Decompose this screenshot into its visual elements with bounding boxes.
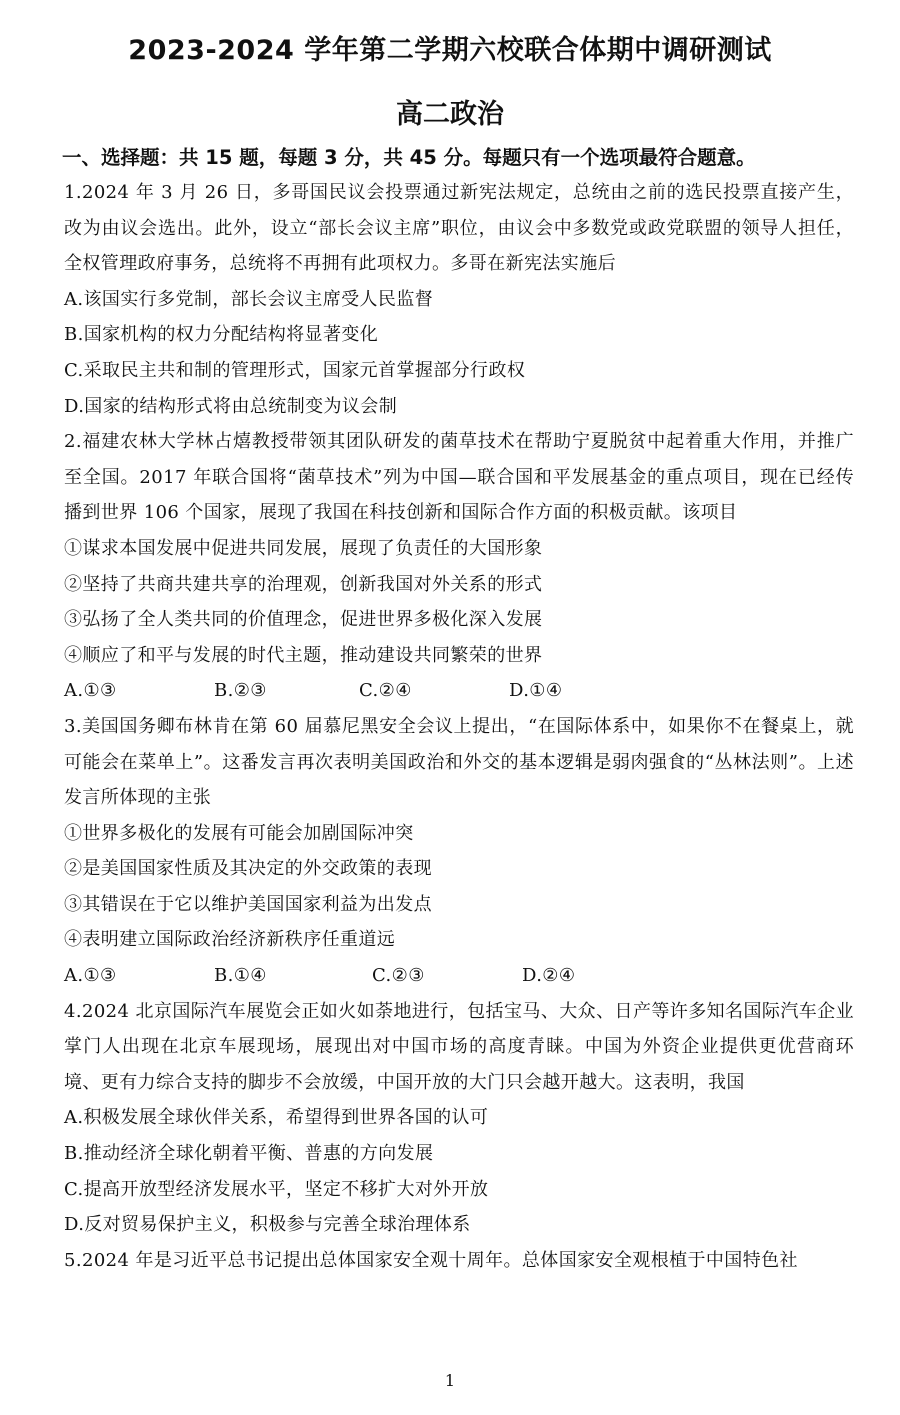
question-1 xyxy=(64,175,854,424)
section-heading: 一、选择题：共 15 题，每题 3 分，共 45 分。每题只有一个选项最符合题意。 xyxy=(62,146,756,169)
choice-d: D.②④ xyxy=(522,965,576,987)
option-c: C.提高开放型经济发展水平，坚定不移扩大对外开放 xyxy=(64,1178,489,1200)
choice-row xyxy=(64,673,854,709)
statement-1: ①谋求本国发展中促进共同发展，展现了负责任的大国形象 xyxy=(64,537,543,559)
question-4 xyxy=(64,994,854,1243)
option-b: B.国家机构的权力分配结构将显著变化 xyxy=(64,324,379,346)
page-number: 1 xyxy=(444,1371,456,1390)
choice-a: A.①③ xyxy=(64,965,117,987)
statement-1: ①世界多极化的发展有可能会加剧国际冲突 xyxy=(64,822,414,844)
option-d: D.反对贸易保护主义，积极参与完善全球治理体系 xyxy=(64,1214,471,1236)
statement-3: ③弘扬了全人类共同的价值理念，促进世界多极化深入发展 xyxy=(64,609,543,631)
statement-4: ④顺应了和平与发展的时代主题，推动建设共同繁荣的世界 xyxy=(64,644,543,666)
choice-c: C.②③ xyxy=(372,965,425,987)
subject-title: 高二政治 xyxy=(396,99,504,130)
statement-3: ③其错误在于它以维护美国国家利益为出发点 xyxy=(64,893,432,915)
statement-2: ②是美国国家性质及其决定的外交政策的表现 xyxy=(64,858,432,880)
option-c: C.采取民主共和制的管理形式，国家元首掌握部分行政权 xyxy=(64,359,526,381)
choice-row xyxy=(64,958,854,994)
option-d: D.国家的结构形式将由总统制变为议会制 xyxy=(64,395,398,417)
choice-c: C.②④ xyxy=(359,680,412,702)
choice-b: B.①④ xyxy=(214,965,267,987)
choice-a: A.①③ xyxy=(64,680,117,702)
option-b: B.推动经济全球化朝着平衡、普惠的方向发展 xyxy=(64,1143,434,1165)
question-stem: 5.2024 年是习近平总书记提出总体国家安全观十周年。总体国家安全观根植于中国特色社 xyxy=(64,1249,798,1271)
choice-d: D.①④ xyxy=(509,680,563,702)
question-5 xyxy=(64,1243,854,1279)
question-stem: 4.2024 北京国际汽车展览会正如火如荼地进行，包括宝马、大众、日产等许多知名国际汽车企业掌门人出现在北京车展现场，展现出对中国市场的高度青睐。中国为外资企业提供更优营商环境、更有力综合支持的脚步不会放缓，中国开放的大门只会越开越大。这表明，我国 xyxy=(64,1000,854,1093)
statement-4: ④表明建立国际政治经济新秩序任重道远 xyxy=(64,929,396,951)
question-list xyxy=(64,175,854,1278)
exam-title: 2023-2024 学年第二学期六校联合体期中调研测试 xyxy=(128,35,772,66)
question-2 xyxy=(64,424,854,709)
option-a: A.积极发展全球伙伴关系，希望得到世界各国的认可 xyxy=(64,1107,489,1129)
statement-2: ②坚持了共商共建共享的治理观，创新我国对外关系的形式 xyxy=(64,573,543,595)
question-stem: 3.美国国务卿布林肯在第 60 届慕尼黑安全会议上提出，“在国际体系中，如果你不在餐桌上，就可能会在菜单上”。这番发言再次表明美国政治和外交的基本逻辑是弱肉强食的“丛林法则”。上述发言所体现的主张 xyxy=(64,715,854,809)
choice-b: B.②③ xyxy=(214,680,267,702)
option-a: A.该国实行多党制，部长会议主席受人民监督 xyxy=(64,288,434,310)
question-stem: 2.福建农林大学林占熺教授带领其团队研发的菌草技术在帮助宁夏脱贫中起着重大作用，并推广至全国。2017 年联合国将“菌草技术”列为中国—联合国和平发展基金的重点项目，现在已经传播到世界 106 个国家，展现了我国在科技创新和国际合作方面的积极贡献。该项目 xyxy=(64,431,854,524)
question-3 xyxy=(64,709,854,994)
question-stem: 1.2024 年 3 月 26 日，多哥国民议会投票通过新宪法规定，总统由之前的选民投票直接产生，改为由议会选出。此外，设立“部长会议主席”职位，由议会中多数党或政党联盟的领导人担任，全权管理政府事务，总统将不再拥有此项权力。多哥在新宪法实施后 xyxy=(64,182,854,275)
